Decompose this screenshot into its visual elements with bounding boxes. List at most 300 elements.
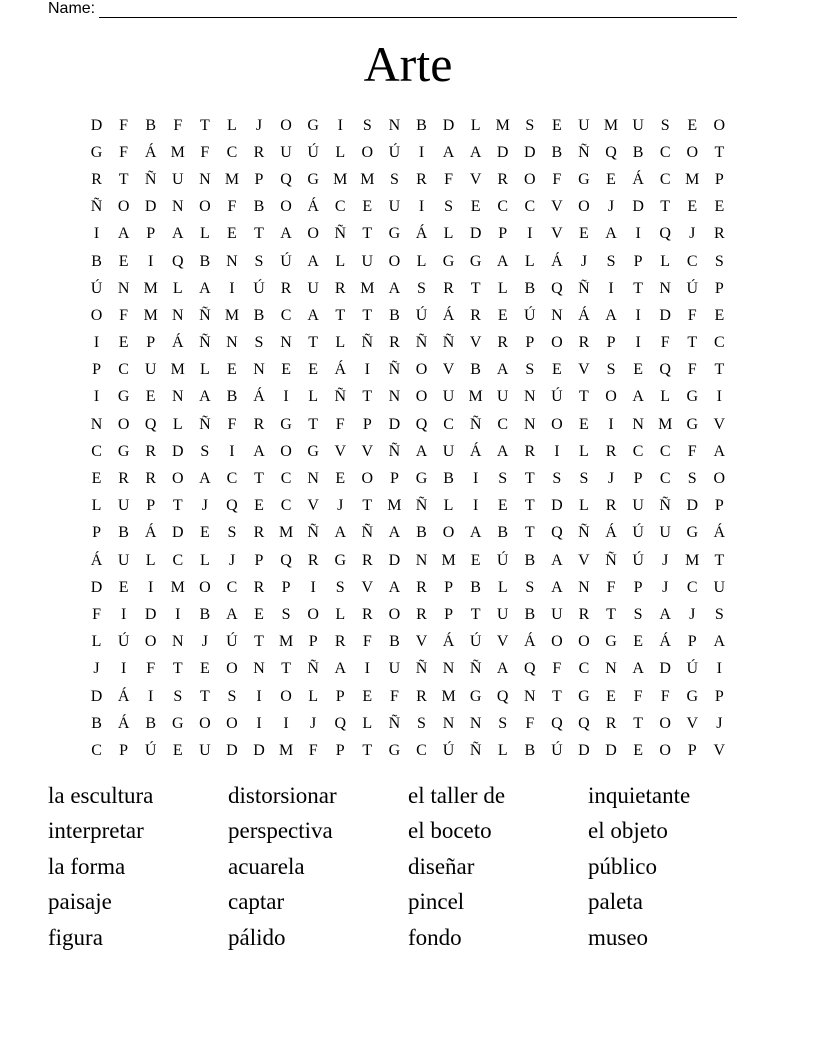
grid-letter[interactable]: N <box>388 388 401 406</box>
grid-letter[interactable]: M <box>441 687 456 705</box>
grid-letter[interactable]: V <box>415 633 428 651</box>
grid-letter[interactable]: Ñ <box>469 741 482 759</box>
grid-letter[interactable]: O <box>524 170 536 188</box>
grid-letter[interactable]: G <box>605 633 617 651</box>
grid-letter[interactable]: E <box>687 198 698 216</box>
grid-letter[interactable]: T <box>308 415 319 433</box>
grid-letter[interactable]: T <box>172 660 183 678</box>
grid-letter[interactable]: B <box>632 143 644 161</box>
grid-letter[interactable]: T <box>199 687 210 705</box>
grid-letter[interactable]: Ú <box>686 279 699 297</box>
grid-letter[interactable]: C <box>686 252 698 270</box>
grid-letter[interactable]: C <box>280 470 292 488</box>
grid-letter[interactable]: T <box>633 279 643 297</box>
grid-letter[interactable]: A <box>307 252 319 270</box>
grid-letter[interactable]: P <box>335 741 345 759</box>
grid-letter[interactable]: T <box>470 279 481 297</box>
grid-letter[interactable]: R <box>605 442 617 460</box>
grid-letter[interactable]: O <box>442 524 455 542</box>
grid-letter[interactable]: F <box>119 116 129 134</box>
grid-letter[interactable]: L <box>172 415 183 433</box>
grid-letter[interactable]: U <box>496 388 509 406</box>
grid-letter[interactable]: L <box>660 388 671 406</box>
grid-letter[interactable]: O <box>551 633 563 651</box>
grid-letter[interactable]: D <box>524 143 536 161</box>
grid-letter[interactable]: Ñ <box>199 334 211 352</box>
grid-letter[interactable]: A <box>226 605 238 623</box>
grid-letter[interactable]: Ú <box>442 741 455 759</box>
grid-letter[interactable]: P <box>146 497 156 515</box>
grid-letter[interactable]: M <box>224 306 240 324</box>
grid-letter[interactable]: L <box>91 497 102 515</box>
grid-letter[interactable]: C <box>226 143 238 161</box>
grid-letter[interactable]: Ñ <box>659 497 671 515</box>
grid-letter[interactable]: Á <box>90 551 103 569</box>
grid-letter[interactable]: C <box>280 306 292 324</box>
grid-letter[interactable]: S <box>606 252 616 270</box>
grid-letter[interactable]: S <box>417 279 426 297</box>
grid-letter[interactable]: D <box>388 551 401 569</box>
grid-letter[interactable]: R <box>578 334 590 352</box>
grid-letter[interactable]: L <box>497 741 508 759</box>
grid-letter[interactable]: I <box>283 714 289 732</box>
grid-letter[interactable]: R <box>253 578 265 596</box>
grid-letter[interactable]: N <box>442 714 455 732</box>
grid-letter[interactable]: N <box>253 660 265 678</box>
grid-letter[interactable]: E <box>254 497 264 515</box>
grid-letter[interactable]: A <box>117 225 130 243</box>
grid-letter[interactable]: G <box>686 388 699 406</box>
grid-letter[interactable]: O <box>144 633 157 651</box>
grid-letter[interactable]: Q <box>280 170 292 188</box>
grid-letter[interactable]: R <box>334 633 346 651</box>
grid-letter[interactable]: P <box>389 470 399 488</box>
grid-letter[interactable]: Ú <box>469 633 482 651</box>
grid-letter[interactable]: R <box>497 334 509 352</box>
grid-letter[interactable]: O <box>388 605 401 623</box>
grid-letter[interactable]: G <box>90 143 103 161</box>
grid-letter[interactable]: A <box>388 524 401 542</box>
grid-letter[interactable]: I <box>148 578 154 596</box>
grid-letter[interactable]: D <box>578 741 590 759</box>
grid-letter[interactable]: I <box>120 605 127 623</box>
grid-letter[interactable]: L <box>91 633 102 651</box>
grid-letter[interactable]: E <box>579 225 589 243</box>
grid-letter[interactable]: G <box>280 415 292 433</box>
grid-letter[interactable]: M <box>170 361 185 379</box>
grid-letter[interactable]: S <box>660 116 670 134</box>
grid-letter[interactable]: L <box>199 361 210 379</box>
grid-letter[interactable]: S <box>714 605 724 623</box>
grid-letter[interactable]: I <box>148 687 154 705</box>
grid-letter[interactable]: E <box>91 470 102 488</box>
grid-letter[interactable]: F <box>146 660 156 678</box>
grid-letter[interactable]: M <box>170 143 185 161</box>
grid-letter[interactable]: F <box>606 578 616 596</box>
grid-letter[interactable]: J <box>310 714 317 732</box>
grid-letter[interactable]: F <box>335 415 345 433</box>
grid-letter[interactable]: D <box>632 198 644 216</box>
grid-letter[interactable]: M <box>387 497 402 515</box>
grid-letter[interactable]: R <box>416 605 427 623</box>
grid-letter[interactable]: D <box>171 442 184 460</box>
grid-letter[interactable]: V <box>713 741 726 759</box>
grid-letter[interactable]: D <box>144 198 157 216</box>
grid-letter[interactable]: U <box>496 605 509 623</box>
grid-letter[interactable]: L <box>335 252 346 270</box>
grid-letter[interactable]: S <box>417 714 426 732</box>
grid-letter[interactable]: S <box>687 470 697 488</box>
grid-letter[interactable]: O <box>307 605 319 623</box>
grid-letter[interactable]: L <box>335 143 346 161</box>
grid-letter[interactable]: C <box>578 660 590 678</box>
grid-letter[interactable]: I <box>635 334 641 352</box>
grid-letter[interactable]: S <box>444 198 453 216</box>
grid-letter[interactable]: R <box>470 306 481 324</box>
grid-letter[interactable]: O <box>361 470 374 488</box>
grid-letter[interactable]: P <box>254 170 264 188</box>
grid-letter[interactable]: R <box>714 225 725 243</box>
grid-letter[interactable]: B <box>470 361 481 379</box>
grid-letter[interactable]: O <box>686 143 699 161</box>
grid-letter[interactable]: D <box>90 687 103 705</box>
grid-letter[interactable]: C <box>334 198 346 216</box>
grid-letter[interactable]: E <box>308 361 319 379</box>
grid-letter[interactable]: G <box>307 442 319 460</box>
grid-letter[interactable]: P <box>687 633 697 651</box>
grid-letter[interactable]: N <box>117 279 130 297</box>
grid-letter[interactable]: A <box>469 143 482 161</box>
grid-letter[interactable]: M <box>333 170 348 188</box>
grid-letter[interactable]: A <box>334 524 347 542</box>
grid-letter[interactable]: E <box>118 252 129 270</box>
grid-letter[interactable]: R <box>118 470 129 488</box>
grid-letter[interactable]: C <box>91 741 102 759</box>
grid-letter[interactable]: O <box>199 198 211 216</box>
grid-letter[interactable]: B <box>416 116 427 134</box>
grid-letter[interactable]: Ú <box>280 252 292 270</box>
grid-letter[interactable]: D <box>171 524 184 542</box>
grid-letter[interactable]: B <box>91 714 102 732</box>
grid-letter[interactable]: Ñ <box>388 361 401 379</box>
grid-letter[interactable]: U <box>442 442 455 460</box>
grid-letter[interactable]: R <box>443 279 454 297</box>
grid-letter[interactable]: E <box>470 551 481 569</box>
grid-letter[interactable]: Ú <box>496 551 509 569</box>
grid-letter[interactable]: N <box>524 687 536 705</box>
grid-letter[interactable]: B <box>389 633 400 651</box>
grid-letter[interactable]: Q <box>171 252 184 270</box>
grid-letter[interactable]: R <box>416 578 427 596</box>
grid-letter[interactable]: S <box>714 252 724 270</box>
grid-letter[interactable]: M <box>685 170 700 188</box>
grid-letter[interactable]: Q <box>578 714 590 732</box>
grid-letter[interactable]: P <box>335 687 345 705</box>
grid-letter[interactable]: Q <box>605 143 617 161</box>
grid-letter[interactable]: F <box>362 633 372 651</box>
grid-letter[interactable]: I <box>283 388 289 406</box>
grid-letter[interactable]: A <box>307 306 319 324</box>
grid-letter[interactable]: F <box>660 687 670 705</box>
grid-letter[interactable]: B <box>199 605 211 623</box>
grid-letter[interactable]: L <box>579 442 589 460</box>
grid-letter[interactable]: G <box>388 741 401 759</box>
grid-letter[interactable]: E <box>362 687 373 705</box>
grid-letter[interactable]: G <box>686 524 699 542</box>
grid-letter[interactable]: D <box>469 225 482 243</box>
grid-letter[interactable]: Ú <box>632 551 644 569</box>
grid-letter[interactable]: F <box>660 334 670 352</box>
grid-letter[interactable]: O <box>713 116 726 134</box>
grid-letter[interactable]: G <box>415 470 428 488</box>
grid-letter[interactable]: N <box>524 388 536 406</box>
grid-letter[interactable]: P <box>687 741 697 759</box>
grid-letter[interactable]: Ñ <box>361 524 374 542</box>
grid-letter[interactable]: Á <box>307 198 319 216</box>
grid-letter[interactable]: A <box>496 660 509 678</box>
grid-letter[interactable]: T <box>362 741 373 759</box>
grid-letter[interactable]: A <box>632 660 644 678</box>
grid-letter[interactable]: Ú <box>307 143 319 161</box>
grid-letter[interactable]: A <box>199 470 211 488</box>
grid-letter[interactable]: C <box>714 334 725 352</box>
grid-letter[interactable]: A <box>334 660 347 678</box>
grid-letter[interactable]: F <box>444 170 453 188</box>
grid-letter[interactable]: S <box>227 687 237 705</box>
grid-letter[interactable]: Q <box>551 714 563 732</box>
grid-letter[interactable]: A <box>199 279 211 297</box>
grid-letter[interactable]: I <box>635 306 641 324</box>
grid-letter[interactable]: D <box>90 578 103 596</box>
grid-letter[interactable]: R <box>416 170 427 188</box>
grid-letter[interactable]: C <box>659 470 671 488</box>
grid-letter[interactable]: E <box>227 361 237 379</box>
grid-letter[interactable]: T <box>362 225 373 243</box>
grid-letter[interactable]: Ú <box>686 660 699 678</box>
grid-letter[interactable]: I <box>337 116 343 134</box>
grid-letter[interactable]: I <box>256 714 262 732</box>
grid-letter[interactable]: Ñ <box>415 497 428 515</box>
grid-letter[interactable]: N <box>280 334 292 352</box>
grid-letter[interactable]: N <box>551 306 563 324</box>
grid-letter[interactable]: V <box>578 551 590 569</box>
grid-letter[interactable]: V <box>334 442 347 460</box>
grid-letter[interactable]: R <box>578 605 590 623</box>
grid-letter[interactable]: F <box>525 714 535 732</box>
grid-letter[interactable]: J <box>201 497 208 515</box>
grid-letter[interactable]: P <box>606 334 616 352</box>
grid-letter[interactable]: A <box>253 442 265 460</box>
grid-letter[interactable]: O <box>171 470 184 488</box>
grid-letter[interactable]: E <box>497 306 508 324</box>
grid-letter[interactable]: E <box>199 524 210 542</box>
grid-letter[interactable]: I <box>608 415 614 433</box>
grid-letter[interactable]: B <box>145 116 157 134</box>
grid-letter[interactable]: C <box>280 497 292 515</box>
grid-letter[interactable]: B <box>389 306 400 324</box>
grid-letter[interactable]: O <box>605 388 617 406</box>
grid-letter[interactable]: T <box>118 170 129 188</box>
grid-letter[interactable]: E <box>687 116 698 134</box>
grid-letter[interactable]: O <box>659 714 671 732</box>
grid-letter[interactable]: Q <box>280 551 292 569</box>
grid-letter[interactable]: T <box>551 687 562 705</box>
grid-letter[interactable]: I <box>93 225 100 243</box>
grid-letter[interactable]: P <box>633 470 643 488</box>
grid-letter[interactable]: P <box>444 578 453 596</box>
grid-letter[interactable]: Á <box>144 143 157 161</box>
grid-letter[interactable]: C <box>686 578 698 596</box>
grid-letter[interactable]: T <box>335 306 346 324</box>
grid-letter[interactable]: A <box>442 143 455 161</box>
grid-letter[interactable]: L <box>199 551 210 569</box>
grid-letter[interactable]: F <box>687 361 697 379</box>
grid-letter[interactable]: G <box>117 388 130 406</box>
grid-letter[interactable]: N <box>307 470 319 488</box>
grid-letter[interactable]: L <box>497 279 508 297</box>
grid-letter[interactable]: Á <box>469 442 482 460</box>
grid-letter[interactable]: T <box>524 470 535 488</box>
grid-letter[interactable]: U <box>713 578 726 596</box>
grid-letter[interactable]: J <box>689 225 696 243</box>
grid-letter[interactable]: M <box>658 415 673 433</box>
name-blank-line[interactable] <box>99 3 737 18</box>
grid-letter[interactable]: B <box>524 605 536 623</box>
grid-letter[interactable]: P <box>119 741 129 759</box>
grid-letter[interactable]: G <box>469 687 482 705</box>
grid-letter[interactable]: U <box>632 497 644 515</box>
grid-letter[interactable]: S <box>498 470 508 488</box>
grid-letter[interactable]: M <box>143 306 158 324</box>
grid-letter[interactable]: T <box>714 551 725 569</box>
grid-letter[interactable]: U <box>388 660 401 678</box>
grid-letter[interactable]: O <box>226 660 238 678</box>
grid-letter[interactable]: S <box>633 605 643 623</box>
grid-letter[interactable]: C <box>632 442 644 460</box>
grid-letter[interactable]: M <box>603 116 619 134</box>
grid-letter[interactable]: Q <box>551 524 563 542</box>
grid-letter[interactable]: N <box>171 388 184 406</box>
grid-letter[interactable]: Ú <box>551 741 563 759</box>
grid-letter[interactable]: A <box>171 225 184 243</box>
grid-letter[interactable]: U <box>144 361 157 379</box>
grid-letter[interactable]: F <box>687 306 697 324</box>
grid-letter[interactable]: P <box>714 170 724 188</box>
grid-letter[interactable]: B <box>91 252 102 270</box>
grid-letter[interactable]: O <box>551 415 563 433</box>
grid-letter[interactable]: P <box>714 497 724 515</box>
grid-letter[interactable]: R <box>253 415 265 433</box>
grid-letter[interactable]: I <box>716 660 722 678</box>
grid-letter[interactable]: T <box>172 497 183 515</box>
grid-letter[interactable]: D <box>659 660 671 678</box>
grid-letter[interactable]: Á <box>605 524 617 542</box>
grid-letter[interactable]: N <box>605 660 617 678</box>
grid-letter[interactable]: Á <box>578 306 590 324</box>
grid-letter[interactable]: Ñ <box>199 415 211 433</box>
grid-letter[interactable]: O <box>578 198 590 216</box>
grid-letter[interactable]: N <box>632 415 644 433</box>
grid-letter[interactable]: Ú <box>524 306 536 324</box>
grid-letter[interactable]: S <box>579 470 589 488</box>
grid-letter[interactable]: R <box>280 279 292 297</box>
grid-letter[interactable]: T <box>254 633 264 651</box>
grid-letter[interactable]: A <box>280 225 292 243</box>
grid-letter[interactable]: V <box>713 415 726 433</box>
grid-letter[interactable]: G <box>307 170 319 188</box>
grid-letter[interactable]: P <box>633 252 643 270</box>
grid-letter[interactable]: T <box>714 361 725 379</box>
grid-letter[interactable]: A <box>496 442 509 460</box>
grid-letter[interactable]: L <box>227 116 237 134</box>
grid-letter[interactable]: S <box>281 605 291 623</box>
grid-letter[interactable]: Ñ <box>334 225 347 243</box>
grid-letter[interactable]: L <box>335 605 346 623</box>
grid-letter[interactable]: P <box>362 415 372 433</box>
grid-letter[interactable]: Á <box>117 714 130 732</box>
grid-letter[interactable]: L <box>308 687 319 705</box>
grid-letter[interactable]: G <box>686 687 699 705</box>
grid-letter[interactable]: I <box>256 687 262 705</box>
grid-letter[interactable]: Ñ <box>388 442 401 460</box>
grid-letter[interactable]: N <box>388 116 401 134</box>
grid-letter[interactable]: E <box>606 687 616 705</box>
grid-letter[interactable]: P <box>308 633 318 651</box>
grid-letter[interactable]: L <box>335 334 346 352</box>
grid-letter[interactable]: R <box>524 442 536 460</box>
grid-letter[interactable]: U <box>551 605 563 623</box>
grid-letter[interactable]: I <box>472 497 479 515</box>
grid-letter[interactable]: A <box>496 252 509 270</box>
grid-letter[interactable]: Á <box>117 687 130 705</box>
grid-letter[interactable]: T <box>362 497 373 515</box>
grid-letter[interactable]: Ñ <box>307 660 319 678</box>
grid-letter[interactable]: Ú <box>551 388 563 406</box>
grid-letter[interactable]: F <box>227 415 237 433</box>
grid-letter[interactable]: E <box>497 497 508 515</box>
grid-letter[interactable]: P <box>525 334 535 352</box>
grid-letter[interactable]: M <box>441 551 456 569</box>
grid-letter[interactable]: N <box>171 633 184 651</box>
grid-letter[interactable]: L <box>145 551 156 569</box>
grid-letter[interactable]: I <box>364 660 370 678</box>
grid-letter[interactable]: Ñ <box>578 279 590 297</box>
grid-letter[interactable]: Ú <box>144 741 157 759</box>
grid-letter[interactable]: M <box>224 170 240 188</box>
grid-letter[interactable]: Á <box>632 170 644 188</box>
grid-letter[interactable]: F <box>119 143 129 161</box>
grid-letter[interactable]: G <box>117 442 130 460</box>
grid-letter[interactable]: A <box>632 388 644 406</box>
grid-letter[interactable]: Ñ <box>415 660 428 678</box>
grid-letter[interactable]: Q <box>659 225 671 243</box>
grid-letter[interactable]: N <box>415 551 428 569</box>
grid-letter[interactable]: E <box>606 170 616 188</box>
grid-letter[interactable]: I <box>229 442 235 460</box>
grid-letter[interactable]: O <box>117 198 130 216</box>
grid-letter[interactable]: S <box>173 687 183 705</box>
grid-letter[interactable]: L <box>362 714 373 732</box>
grid-letter[interactable]: Ñ <box>144 170 157 188</box>
grid-letter[interactable]: N <box>442 660 455 678</box>
grid-letter[interactable]: U <box>199 741 211 759</box>
grid-letter[interactable]: D <box>496 143 509 161</box>
grid-letter[interactable]: G <box>469 252 482 270</box>
grid-letter[interactable]: U <box>361 252 374 270</box>
grid-letter[interactable]: P <box>146 334 156 352</box>
grid-letter[interactable]: A <box>415 442 428 460</box>
grid-letter[interactable]: B <box>524 279 536 297</box>
